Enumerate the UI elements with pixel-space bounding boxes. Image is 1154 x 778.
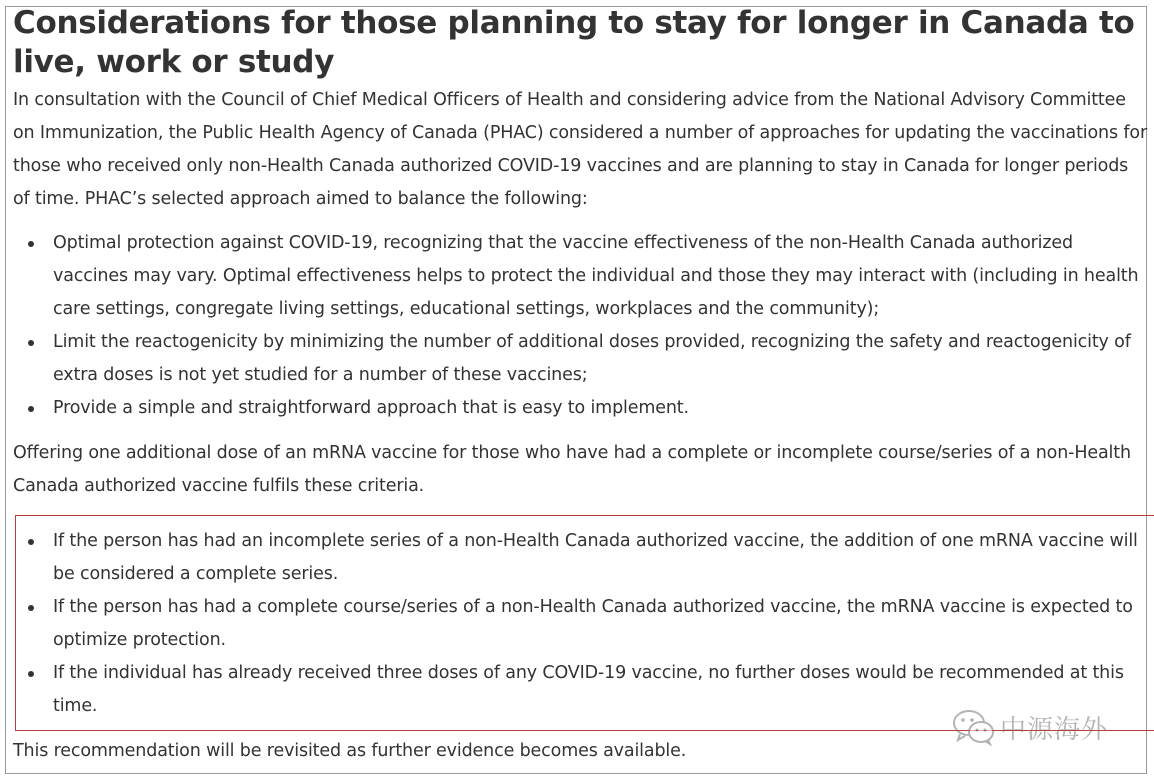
watermark xyxy=(952,708,1108,746)
list-item: Limit the reactogenicity by minimizing the number of additional doses provided, recognizing the safety and reactogenicity of extra doses is not yet studied for a number of these vaccines; xyxy=(13,326,1148,392)
closing-paragraph: This recommendation will be revisited as further evidence becomes available. xyxy=(13,741,687,761)
list-item: If the individual has already received three doses of any COVID-19 vaccine, no further doses would be recommended at this time. xyxy=(13,657,1153,723)
bullet-icon xyxy=(28,241,34,247)
offering-paragraph: Offering one additional dose of an mRNA vaccine for those who have had a complete or incomplete course/series of a non-Health Canada authorized vaccine fulfils these criteria. xyxy=(13,443,1131,496)
list-item: If the person has had an incomplete series of a non-Health Canada authorized vaccine, the addition of one mRNA vaccine will be considered a complete series. xyxy=(13,525,1153,591)
watermark-text: 中源海外 xyxy=(1000,714,1109,745)
article-content xyxy=(13,4,1148,503)
intro-paragraph: In consultation with the Council of Chief Medical Officers of Health and considering advice from the National Advisory Committee on Immunization, the Public Health Agency of Canada (PHAC) considered a number of approaches for updating the vaccinations for those who received only non-Health Canada authorized COVID-19 vaccines and are planning to stay in Canada for longer periods of time. PHAC’s selected approach aimed to balance the following: xyxy=(13,90,1147,209)
list-item: Optimal protection against COVID-19, recognizing that the vaccine effectiveness of the non-Health Canada authorized vaccines may vary. Optimal effectiveness helps to protect the individual and those they may interact with (including in health care settings, congregate living settings, educational settings, workplaces and the community); xyxy=(13,227,1148,326)
bullet-icon xyxy=(28,539,34,545)
bullet-icon xyxy=(28,406,34,412)
wechat-icon xyxy=(952,708,996,746)
bullet-icon xyxy=(28,605,34,611)
page-title: Considerations for those planning to stay for longer in Canada to live, work or study xyxy=(13,5,1135,80)
recommendations-list xyxy=(13,525,1153,723)
list-item: If the person has had a complete course/series of a non-Health Canada authorized vaccine, the mRNA vaccine is expected to optimize protection. xyxy=(13,591,1153,657)
bullet-icon xyxy=(28,340,34,346)
list-item: Provide a simple and straightforward approach that is easy to implement. xyxy=(13,392,1148,425)
bullet-icon xyxy=(28,671,34,677)
criteria-list xyxy=(13,227,1148,425)
